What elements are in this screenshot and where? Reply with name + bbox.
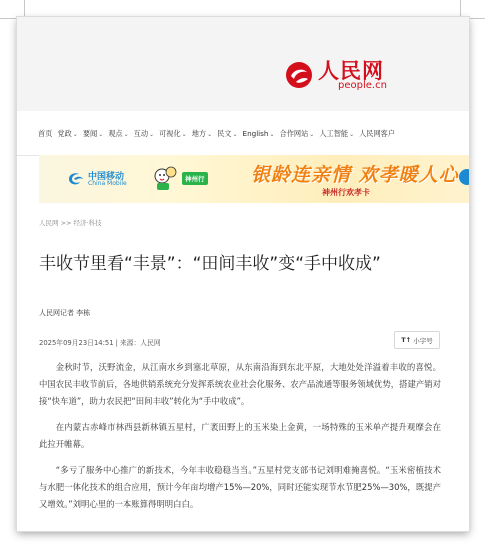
banner-slogan-sub: 神州行欢孝卡 — [322, 188, 370, 197]
nav-item[interactable] — [319, 129, 354, 139]
article-author: 人民网记者 李栋 — [39, 309, 91, 317]
people-logo-icon — [284, 60, 314, 90]
text-size-icon: T↑ — [401, 336, 412, 344]
china-mobile-logo — [67, 168, 141, 190]
font-size-label: 小字号 — [413, 336, 433, 345]
china-mobile-name-cn: 中国移动 — [88, 172, 125, 182]
logo-text-en: people.cn — [338, 80, 387, 91]
article-paragraph: 在内蒙古赤峰市林西县新林镇五星村，广袤田野上的玉米染上金黄，一场特殊的玉米单产提升观摩会在此拉开帷幕。 — [39, 422, 441, 449]
nav-item[interactable] — [57, 129, 77, 139]
main-nav — [17, 111, 469, 156]
nav-item-label: 人工智能 — [319, 129, 349, 138]
chevron-down-icon: ⌄ — [123, 131, 129, 138]
banner-decoration — [459, 169, 469, 185]
chevron-down-icon: ⌄ — [181, 131, 187, 138]
nav-item-label: 党政 — [57, 129, 72, 138]
nav-item-label: 可视化 — [159, 129, 181, 138]
nav-item-label: 要闻 — [82, 129, 98, 138]
article-title: 丰收节里看“丰景”：“田间丰收”变“手中收成” — [39, 254, 381, 274]
chevron-down-icon: ⌄ — [309, 131, 315, 138]
people-daily-logo[interactable] — [284, 58, 424, 92]
nav-item-label: English — [242, 129, 269, 138]
nav-item[interactable] — [243, 129, 275, 139]
logo-text-cn: 人民网 — [318, 58, 384, 83]
nav-item[interactable] — [134, 129, 154, 139]
nav-item-label: 互动 — [133, 129, 149, 138]
nav-item-label: 首页 — [38, 129, 53, 138]
article-paragraph: “多亏了服务中心推广的新技术，今年丰收稳稳当当。”五星村党支部书记刘明难掩喜悦。“玉米密植技术与水肥一体化技术的组合应用，预计今年亩均增产15%—20%，同时还能实现节水节肥25%—30%，既提产又增效。”刘明心里的一本账算得明明白白。 — [39, 465, 441, 509]
nav-item-label: 民文 — [217, 129, 232, 138]
chevron-down-icon: ⌄ — [98, 131, 104, 138]
china-mobile-ad-banner[interactable] — [39, 155, 469, 203]
nav-item[interactable] — [192, 129, 212, 139]
nav-item[interactable] — [217, 129, 237, 139]
article-body — [39, 359, 441, 522]
article-page — [17, 17, 469, 531]
banner-slogan: 银龄连亲情 欢孝暖人心 — [251, 164, 459, 186]
article-meta — [39, 337, 161, 347]
nav-item[interactable] — [159, 129, 187, 139]
nav-row — [38, 129, 400, 139]
article-datetime: 2025年09月23日14:51 — [39, 339, 114, 347]
nav-item[interactable] — [359, 129, 395, 139]
chevron-down-icon: ⌄ — [207, 131, 213, 138]
breadcrumb[interactable]: 人民网 >> 经济·科技 — [39, 219, 102, 227]
meta-separator: | — [115, 339, 118, 347]
chevron-down-icon: ⌄ — [232, 131, 238, 138]
nav-item[interactable] — [38, 129, 52, 139]
nav-item[interactable] — [280, 129, 315, 139]
chevron-down-icon: ⌄ — [149, 131, 155, 138]
chevron-down-icon: ⌄ — [269, 131, 275, 138]
site-header — [17, 17, 469, 111]
chevron-down-icon: ⌄ — [72, 131, 78, 138]
nav-item-label: 合作网站 — [279, 129, 309, 138]
nav-item-label: 地方 — [191, 129, 207, 138]
article-source[interactable]: 来源：人民网 — [119, 339, 161, 347]
nav-item[interactable] — [108, 129, 128, 139]
article-paragraph: 金秋时节，沃野流金，从江南水乡到塞北草原，从东南沿海到东北平原，大地处处洋溢着丰收的喜悦。中国农民丰收节前后，各地供销系统充分发挥系统农业社会化服务、农产品流通等服务领域优势，搭建产销对接“快车道”，助力农民把“田间丰收”转化为“手中收成”。 — [39, 362, 441, 406]
nav-item-label: 人民网客户 — [359, 129, 396, 138]
shenzhouxing-badge: 神州行 — [182, 172, 208, 185]
nav-item-label: 观点 — [108, 129, 123, 138]
font-size-toggle-button[interactable] — [394, 331, 440, 349]
chevron-down-icon: ⌄ — [349, 131, 355, 138]
china-mobile-swirl-icon — [67, 170, 85, 188]
china-mobile-name-en: China Mobile — [88, 180, 127, 187]
cartoon-mascot-icon — [151, 163, 181, 193]
nav-item[interactable] — [83, 129, 103, 139]
